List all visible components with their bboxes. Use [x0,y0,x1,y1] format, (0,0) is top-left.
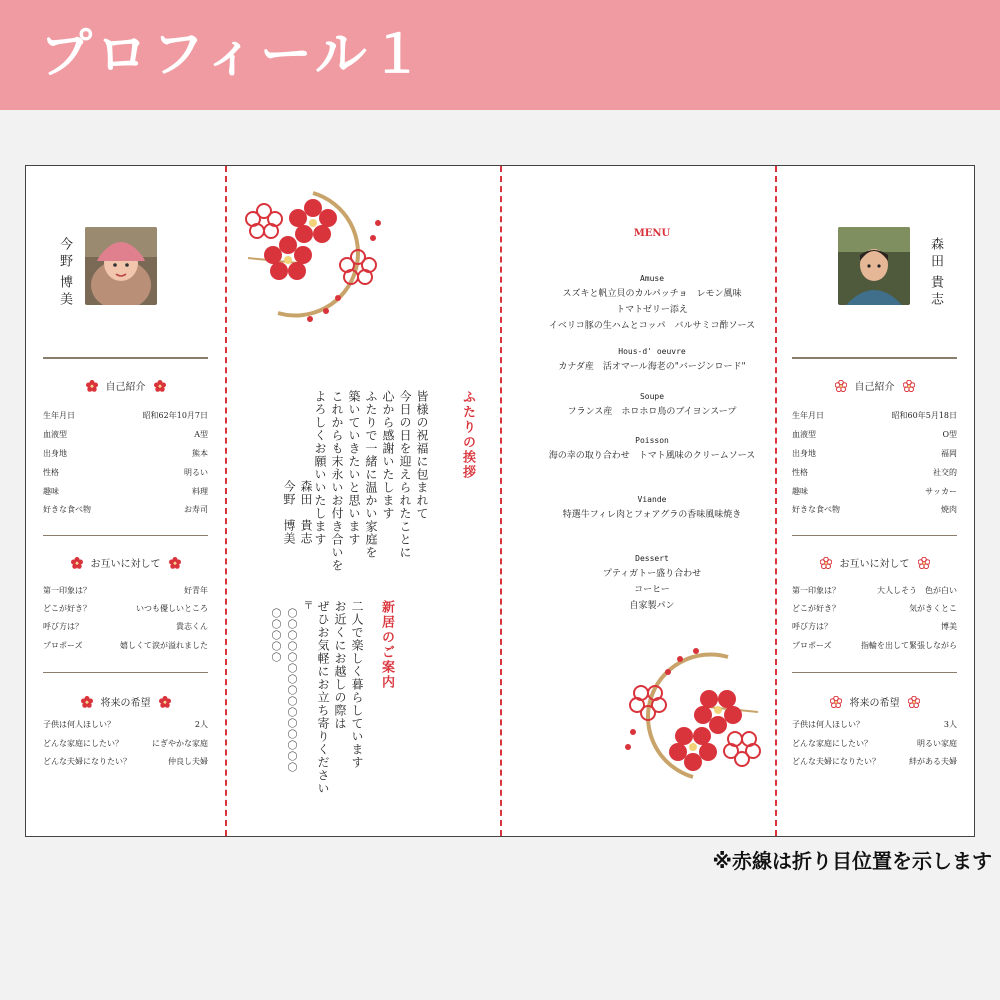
row-value: 明るい [184,468,208,477]
row-value: O型 [942,430,957,439]
address-line: 〇〇〇〇〇 [269,608,280,663]
row-value: 明るい家庭 [917,739,957,748]
table-row [792,640,957,651]
menu-course [477,392,827,417]
row-value: 昭和60年5月18日 [891,411,957,420]
fold-note: ※赤線は折り目位置を示します [712,849,992,873]
menu-course [477,436,827,461]
row-label: 趣味 [792,487,808,496]
menu-course [477,274,827,331]
table-row [43,585,208,596]
row-label: 趣味 [43,487,59,496]
plum-wreath-illustration [238,183,388,328]
table-row [43,448,208,459]
table-row [43,486,208,497]
bride-signature: 今野 博美 [282,480,296,545]
row-label: 第一印象は？ [792,586,840,595]
row-label: どこが好き？ [792,604,840,613]
row-value: 仲良し夫婦 [168,757,208,766]
row-value: 貴志くん [176,622,208,631]
row-value: 博美 [941,622,957,631]
row-value: 好青年 [184,586,208,595]
greeting-line: 皆様の祝福に包まれて [415,390,429,520]
table-row [43,467,208,478]
row-value: にぎやかな家庭 [152,739,208,748]
section-title-intro [792,378,957,393]
table-row [792,467,957,478]
row-label: 出身地 [43,449,67,458]
row-label: 好きな食べ物 [792,505,840,514]
row-label: どんな夫婦になりたい？ [792,757,880,766]
row-label: 出身地 [792,449,816,458]
table-row [792,448,957,459]
plum-blossom-icon [903,380,915,392]
future-title: 将来の希望 [100,698,151,709]
greeting-line: 今日の日を迎えられたことに [398,390,412,559]
course-name: Dessert [635,554,669,563]
row-label: 血液型 [43,430,67,439]
row-label: 性格 [43,468,59,477]
row-label: プロポーズ [792,641,832,650]
table-row [792,756,957,767]
table-row [43,738,208,749]
row-value: A型 [194,430,208,439]
greeting-title: ふたりの挨拶 [460,390,475,480]
plum-blossom-icon [86,380,98,392]
table-row [792,585,957,596]
mutual-title: お互いに対して [90,559,161,570]
course-item: コーヒー [634,585,670,595]
menu-course [477,554,827,611]
row-label: 好きな食べ物 [43,505,91,514]
row-value: 料理 [192,487,208,496]
table-row [792,603,957,614]
groom-photo [838,227,910,305]
menu-course [477,495,827,520]
divider [43,672,208,673]
groom-signature: 森田 貴志 [299,480,313,545]
groom-given-name: 貴志 [928,275,943,309]
table-row [43,410,208,421]
new-home-line: お近くにお越しの際は [333,600,347,730]
row-value: サッカー [925,487,957,496]
table-row [43,603,208,614]
section-title-mutual [792,555,957,570]
new-home-address [266,600,314,773]
address-line: 〇〇〇〇〇〇〇〇〇〇〇〇〇〇〇 [285,608,296,773]
divider [792,535,957,536]
new-home-text [314,600,365,795]
course-name: Soupe [639,392,665,401]
row-label: どこが好き？ [43,604,91,613]
row-value: 福岡 [941,449,957,458]
row-value: 嬉しくて涙が溢れました [120,641,208,650]
greeting-line: ふたりで一緒に温かい家庭を [364,390,378,559]
table-row [43,621,208,632]
table-row [792,410,957,421]
page-title: プロフィール１ [40,25,427,85]
plum-wreath-illustration [618,642,768,787]
groom-name [926,237,945,271]
row-label: 性格 [792,468,808,477]
section-title-future [43,694,208,709]
row-label: 血液型 [792,430,816,439]
header-banner [0,0,1000,110]
plum-blossom-icon [169,557,181,569]
course-item: 海の幸の取り合わせ トマト風味のクリームソース [548,451,756,461]
row-value: 2人 [194,720,208,729]
menu-title: MENU [633,228,671,239]
plum-blossom-icon [154,380,166,392]
course-item: フランス産 ホロホロ鳥のブイヨンスープ [567,407,737,417]
greeting-line: 築いていきたいと思います [347,390,361,546]
table-row [43,640,208,651]
menu-course [477,347,827,372]
row-label: 第一印象は？ [43,586,91,595]
bride-name [55,237,74,271]
table-row [43,504,208,515]
new-home-line: 二人で楽しく暮らしています [350,600,364,769]
course-item: プティガトー盛り合わせ [602,569,702,579]
plum-blossom-icon [159,696,171,708]
table-row [792,621,957,632]
greeting-line: これからも末永いお付き合いを [330,390,344,572]
table-row [43,429,208,440]
course-item: 特選牛フィレ肉とフォアグラの香味風味焼き [562,510,742,520]
divider [792,357,957,359]
bride-given [55,275,74,309]
row-label: どんな夫婦になりたい？ [43,757,131,766]
course-item: カナダ産 活オマール海老の"バージンロード" [558,362,746,372]
table-row [792,429,957,440]
section-title-future [792,694,957,709]
table-row [43,719,208,730]
row-value: お寿司 [184,505,208,514]
row-value: 熊本 [192,449,208,458]
greeting-signature [280,480,314,545]
row-value: いつも優しいところ [136,604,208,613]
row-value: 気がきくとこ [909,604,957,613]
section-title-mutual [43,555,208,570]
plum-blossom-icon [918,557,930,569]
course-item: イベリコ豚の生ハムとコッパ バルサミコ酢ソース [548,321,756,331]
bride-photo [85,227,157,305]
table-row [792,738,957,749]
greeting-line: 心から感謝いたします [381,390,395,520]
row-value: 3人 [943,720,957,729]
course-name: Viande [637,495,667,504]
row-label: 子供は何人ほしい？ [43,720,115,729]
row-label: 呼び方は？ [792,622,832,631]
divider [43,535,208,536]
row-value: 昭和62年10月7日 [142,411,208,420]
groom-family-name: 森田 [928,237,943,271]
table-row [43,756,208,767]
mutual-title: お互いに対して [839,559,910,570]
row-value: 指輪を出して緊張しながら [861,641,957,650]
table-row [792,504,957,515]
row-label: プロポーズ [43,641,83,650]
row-label: 生年月日 [792,411,824,420]
future-title: 将来の希望 [849,698,900,709]
row-value: 社交的 [933,468,957,477]
table-row [792,719,957,730]
row-value: 絆がある夫婦 [909,757,957,766]
plum-blossom-icon [81,696,93,708]
course-item: 自家製パン [629,601,675,611]
greeting-text [311,390,430,572]
new-home-title: 新居のご案内 [379,600,394,690]
table-row [792,486,957,497]
plum-blossom-icon [835,380,847,392]
divider [43,357,208,359]
intro-title: 自己紹介 [105,382,146,393]
section-title-intro [43,378,208,393]
fold-line [225,166,227,836]
bride-family-name: 今野 [57,237,72,271]
course-name: Hous-d' oeuvre [618,347,686,356]
bride-given-name: 博美 [57,275,72,309]
plum-blossom-icon [908,696,920,708]
course-name: Poisson [635,436,669,445]
course-item: トマトゼリー添え [616,305,688,315]
plum-blossom-icon [830,696,842,708]
row-label: 子供は何人ほしい？ [792,720,864,729]
course-name: Amuse [639,274,665,283]
row-label: どんな家庭にしたい？ [792,739,872,748]
plum-blossom-icon [820,557,832,569]
greeting-line: よろしくお願いいたします [313,390,327,546]
row-label: 生年月日 [43,411,75,420]
course-item: スズキと帆立貝のカルパッチョ レモン風味 [562,289,742,299]
row-value: 焼肉 [941,505,957,514]
divider [792,672,957,673]
postal-mark: 〒 [301,600,312,611]
intro-title: 自己紹介 [854,382,895,393]
groom-given [926,275,945,309]
new-home-line: ぜひお気軽にお立ち寄りください [316,600,330,795]
row-label: 呼び方は？ [43,622,83,631]
plum-blossom-icon [71,557,83,569]
row-value: 大人しそう 色が白い [877,586,957,595]
row-label: どんな家庭にしたい？ [43,739,123,748]
